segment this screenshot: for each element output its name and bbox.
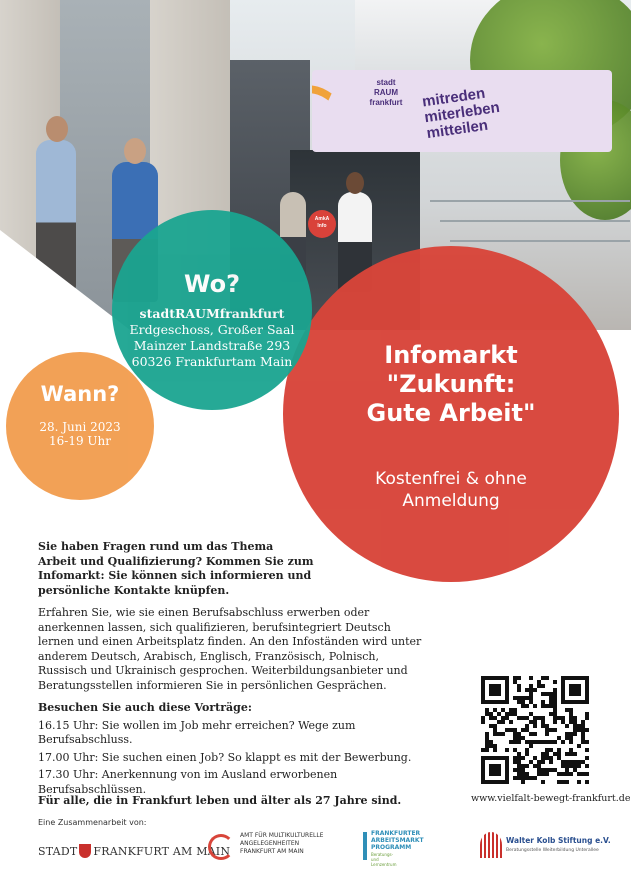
audience-note: Für alle, die in Frankfurt leben und älter als 27 Jahre sind. — [38, 794, 402, 807]
logo-stadt-frankfurt — [38, 844, 230, 882]
website-url[interactable]: www.vielfalt-bewegt-frankfurt.de — [471, 793, 631, 804]
logo-text: FRANKFURT AM MAIN — [93, 845, 231, 858]
bar-icon — [363, 832, 367, 860]
stripes-icon — [480, 832, 502, 858]
talk-item: 16.15 Uhr: Sie wollen im Job mehr erreichen? Wege zum Berufsabschluss. — [38, 718, 356, 746]
event-title: Infomarkt "Zukunft: Gute Arbeit" — [366, 341, 536, 427]
logo-text: AMT FÜR MULTIKULTURELLE ANGELEGENHEITEN FRANKFURT AM MAIN — [240, 832, 324, 855]
qr-code[interactable] — [481, 676, 589, 784]
person-head — [124, 138, 146, 164]
talks-heading: Besuchen Sie auch diese Vorträge: — [38, 701, 252, 714]
talk-item: 17.00 Uhr: Sie suchen einen Job? So klappt es mit der Bewerbung. — [38, 750, 412, 764]
crest-icon — [79, 844, 91, 858]
person-head — [46, 116, 68, 142]
location-circle — [112, 210, 312, 410]
intro-text: Sie haben Fragen rund um das Thema Arbeit und Qualifizierung? Kommen Sie zum Infomarkt: Sie können sich informieren und persönliche Kontakte knüpfen. — [38, 540, 314, 597]
venue-name: stadtRAUMfrankfurt — [139, 306, 285, 321]
description-paragraph: Erfahren Sie, wie sie einen Berufsabschluss erwerben oder anerkennen lassen, sich qualifizieren, berufsintegriert Deutsch lernen und einen Arbeitsplatz finden. An den Infoständen wird unter anderem Deutsch, Arabisch, Englisch, Französisch, Polnisch, Russisch und Ukrainisch gesprochen. Weiterbildungsanbieter und Beratungsstellen informieren Sie in persönlichen Gesprächen. — [38, 606, 422, 692]
address-line: Erdgeschoss, Großer Saal — [129, 322, 295, 337]
info-sign: AmkA Info — [308, 210, 336, 238]
address-line: 60326 Frankfurtam Main — [131, 354, 293, 369]
swirl-icon — [208, 834, 234, 860]
logo-text: Walter Kolb Stiftung e.V. — [506, 836, 611, 845]
building-banner — [312, 70, 612, 152]
talk-item: 17.30 Uhr: Anerkennung von im Ausland erworbenen Berufsabschlüssen. — [38, 768, 338, 796]
logo-tagline: Beratungsstelle Weiterbildung Unterallee — [506, 848, 599, 853]
logo-tagline: Beratungs- und Lernzentrum — [371, 852, 397, 867]
date-circle — [6, 352, 154, 500]
body-text — [38, 540, 438, 797]
person-head — [346, 172, 364, 194]
logo-text: STADT — [38, 845, 78, 858]
partner-logos — [38, 830, 611, 870]
address-line: Mainzer Landstraße 293 — [133, 338, 291, 353]
event-date: 28. Juni 2023 — [39, 420, 121, 434]
cooperation-label: Eine Zusammenarbeit von: — [38, 818, 147, 827]
event-circle — [283, 246, 619, 582]
date-info — [6, 420, 154, 448]
location-heading: Wo? — [183, 270, 241, 298]
event-time: 16-19 Uhr — [49, 434, 111, 448]
logo-text: FRANKFURTER ARBEITSMARKT PROGRAMM — [371, 830, 424, 851]
date-heading: Wann? — [40, 382, 120, 406]
banner-slogan: mitreden miterleben mitteilen — [421, 84, 501, 143]
banner-logo: stadt RAUM frankfurt — [369, 78, 403, 107]
location-address — [112, 306, 312, 370]
event-subtitle: Kostenfrei & ohne Anmeldung — [375, 469, 527, 511]
